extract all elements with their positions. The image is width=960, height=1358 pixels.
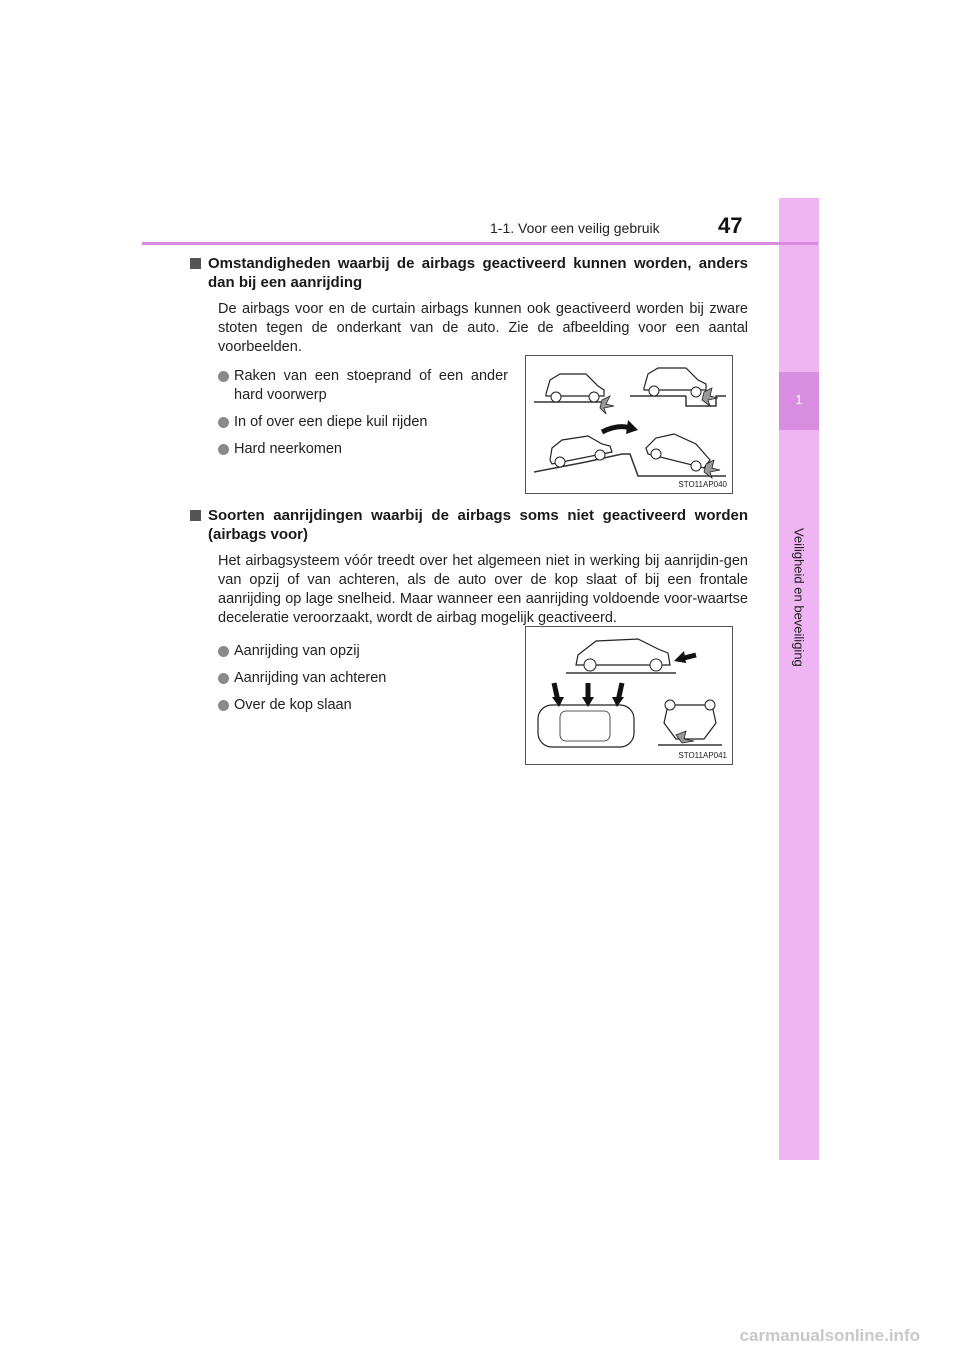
page-number: 47 [718, 213, 743, 238]
bullet-icon [218, 646, 229, 657]
illustration-non-activation-collisions [525, 626, 733, 765]
bullet-icon [218, 700, 229, 711]
list-item: Hard neerkomen [218, 440, 508, 459]
bullet-icon [218, 371, 229, 382]
section-body: Het airbagsysteem vóór treedt over het algemeen niet in werking bij aanrijdin-gen van opzij of van achteren, als de auto over de kop slaat of bij een frontale aanrijding op lage snelheid. Maar wanneer een aanrijding voldoende voor-waartse deceleratie veroorzaakt, wordt de airbag mogelijk geactiveerd. [218, 553, 748, 626]
section-header: 1-1. Voor een veilig gebruik [490, 220, 660, 236]
bullet-list [218, 367, 508, 459]
list-item: Over de kop slaan [218, 696, 508, 715]
list-item: Raken van een stoeprand of een ander hard voorwerp [218, 367, 508, 405]
list-item: Aanrijding van achteren [218, 669, 508, 688]
square-bullet-icon [190, 510, 201, 521]
bullet-icon [218, 673, 229, 684]
car-collision-illustration [526, 627, 732, 764]
figure-code: STO11AP041 [678, 751, 727, 760]
bullet-icon [218, 417, 229, 428]
bullet-icon [218, 444, 229, 455]
car-impact-illustration [526, 356, 732, 493]
list-item: In of over een diepe kuil rijden [218, 413, 508, 432]
illustration-underbody-impacts [525, 355, 733, 494]
header-divider [142, 242, 818, 245]
section-heading: Soorten aanrijdingen waarbij de airbags soms niet geactiveerd worden (airbags voor) [208, 506, 748, 544]
chapter-side-tab [779, 198, 819, 1160]
section-body: De airbags voor en de curtain airbags kunnen ook geactiveerd worden bij zware stoten tegen de onderkant van de auto. Zie de afbeelding voor een aantal voorbeelden. [218, 301, 748, 355]
section-heading: Omstandigheden waarbij de airbags geactiveerd kunnen worden, anders dan bij een aanrijding [208, 254, 748, 292]
figure-code: STO11AP040 [678, 480, 727, 489]
square-bullet-icon [190, 258, 201, 269]
chapter-title: Veiligheid en beveiliging [791, 528, 807, 667]
bullet-list [218, 642, 508, 715]
chapter-number: 1 [795, 392, 803, 407]
watermark[interactable]: carmanualsonline.info [739, 1326, 920, 1345]
list-item: Aanrijding van opzij [218, 642, 508, 661]
